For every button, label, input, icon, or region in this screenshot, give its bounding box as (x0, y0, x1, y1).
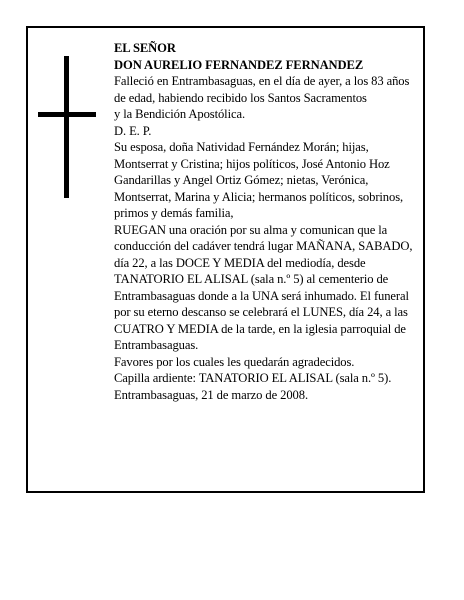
place-date-line: Entrambasaguas, 21 de marzo de 2008. (114, 387, 308, 402)
notice-heading: EL SEÑOR (114, 41, 176, 55)
cross-vertical-bar (64, 56, 69, 198)
funeral-details-paragraph: RUEGAN una oración por su alma y comunican que la conducción del cadáver tendrá lugar MAÑANA, SABADO, día 22, a las DOCE Y MEDIA del mediodía, desde TANATORIO EL ALISAL (sala n.º 5) al cementerio de Entrambasaguas donde a la UNA será inhumado. El funeral por su eterno descanso se celebrará el LUNES, día 24, a las CUATRO Y MEDIA de la tarde, en la iglesia parroquial de Entrambasaguas. (114, 222, 413, 352)
blessing-line: y la Bendición Apostólica. (114, 107, 246, 121)
obituary-notice (26, 26, 425, 493)
sacraments-line: de edad, habiendo recibido los Santos Sacramentos (114, 90, 367, 105)
cross-icon (38, 56, 96, 198)
death-statement: Falleció en Entrambasaguas, en el día de ayer, a los 83 años (114, 74, 410, 88)
cross-horizontal-bar (38, 112, 96, 117)
deceased-name: DON AURELIO FERNANDEZ FERNANDEZ (114, 57, 364, 72)
chapel-line: Capilla ardiente: TANATORIO EL ALISAL (sala n.º 5). (114, 371, 392, 385)
notice-text (114, 40, 414, 403)
family-paragraph: Su esposa, doña Natividad Fernández Morán; hijas, Montserrat y Cristina; hijos políticos, José Antonio Hoz Gandarillas y Angel Ortiz Gómez; nietas, Verónica, Montserrat, Marina y Alicia; hermanos políticos, sobrinos, primos y demás familia, (114, 140, 404, 220)
thanks-line: Favores por los cuales les quedarán agradecidos. (114, 354, 355, 369)
rip-line: D. E. P. (114, 123, 152, 138)
